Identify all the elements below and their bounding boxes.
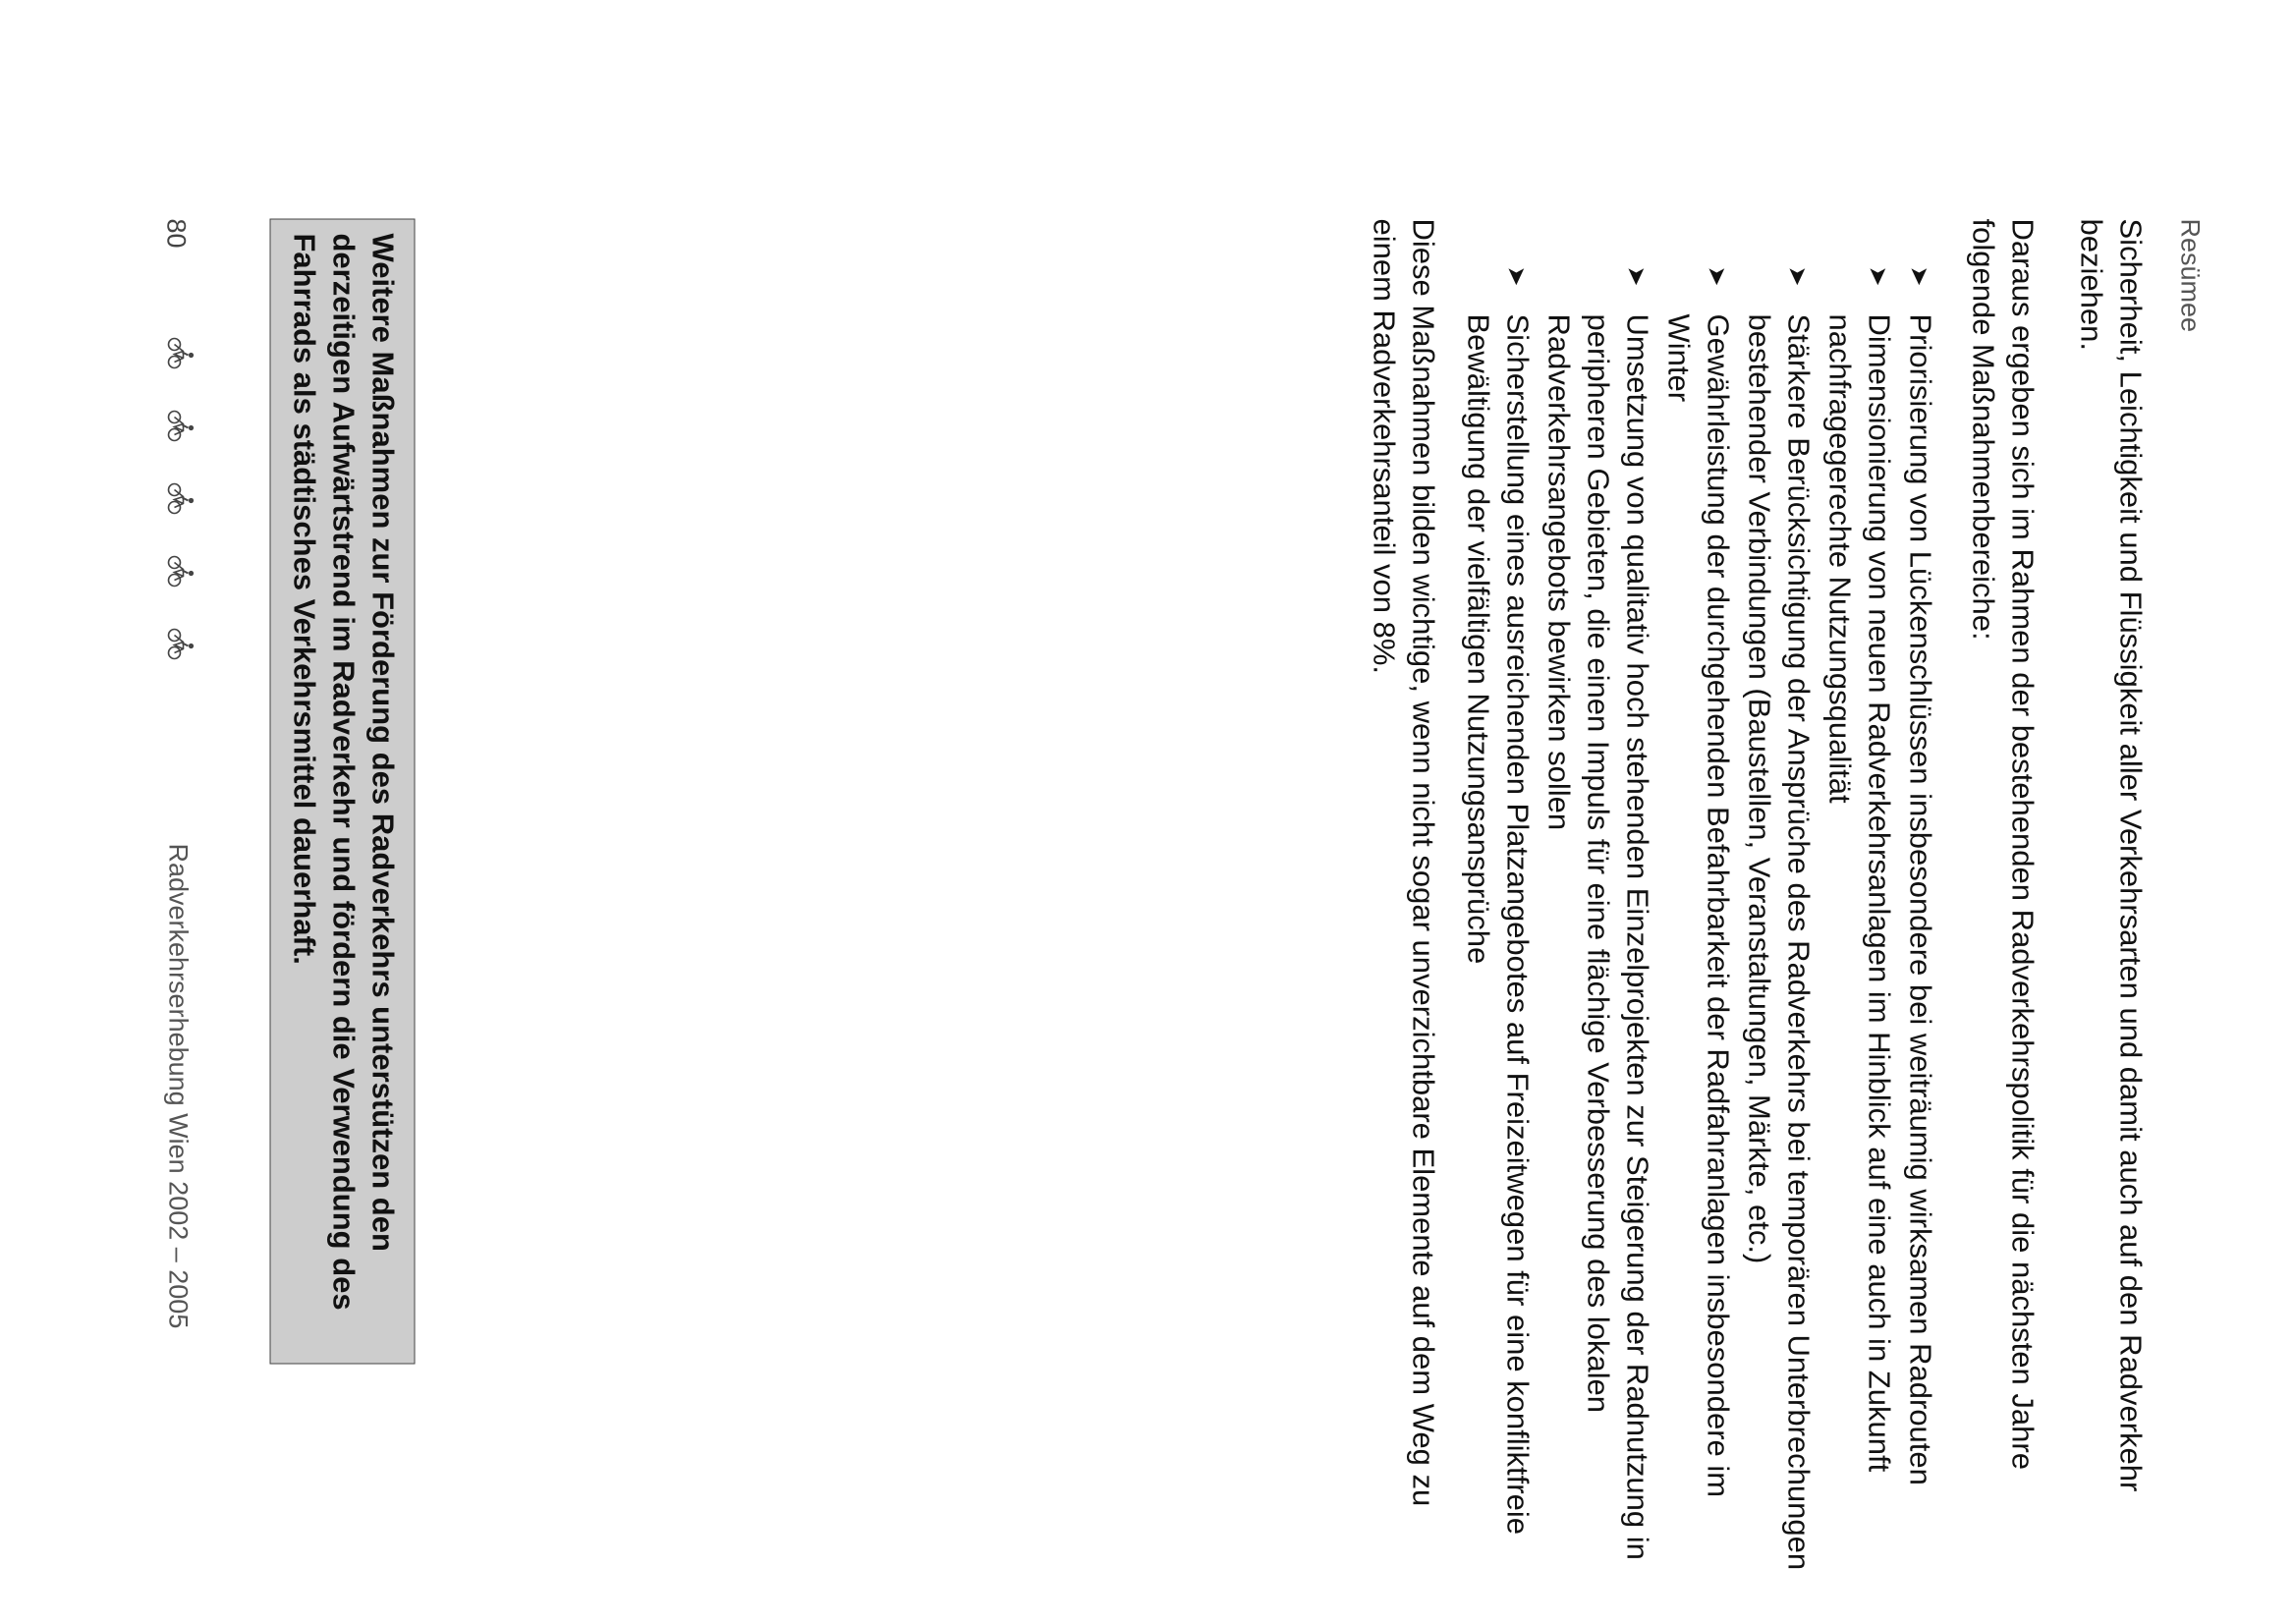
list-item-text: Umsetzung von qualitativ hoch stehenden Einzelprojekten zur Steigerung der Radnutzung in peripheren Gebieten, die einen Impuls für eine flächige Verbesserung des lokalen Radverkehrsangebots bewirken sollen — [1541, 313, 1654, 1560]
footer-cyclist-icons — [165, 336, 195, 660]
arrowhead-bullet-icon: ➤ — [1622, 265, 1651, 286]
list-item — [1658, 218, 1737, 1584]
list-item-text: Sicherstellung eines ausreichenden Platzangebotes auf Freizeitwegen für eine konfliktfreie Bewältigung der vielfältigen Nutzungsansprüche — [1461, 313, 1535, 1535]
list-item-text: Stärkere Berücksichtigung der Ansprüche des Radverkehrs bei temporären Unterbrechungen bestehender Verbindungen (Baustellen, Veranstaltungen, Märkte, etc.) — [1742, 313, 1816, 1570]
lead-paragraph: Daraus ergeben sich im Rahmen der bestehenden Radverkehrspolitik für die nächsten Jahre folgende Maßnahmenbereiche: — [1966, 218, 2040, 1470]
intro-paragraph: Sicherheit, Leichtigkeit und Flüssigkeit aller Verkehrsarten und damit auch auf den Radverkehr beziehen. — [2074, 218, 2148, 1491]
list-item-text: Priorisierung von Lückenschlüssen insbesondere bei weiträumig wirksamen Radrouten — [1903, 313, 1937, 1485]
list-item-text: Dimensionierung von neuen Radverkehrsanlagen im Hinblick auf eine auch in Zukunft nachfragegerechte Nutzungsqualität — [1822, 313, 1896, 1472]
arrowhead-bullet-icon: ➤ — [1905, 265, 1933, 286]
list-item — [1900, 218, 1939, 1584]
list-item — [1539, 218, 1656, 1584]
page-number: 80 — [161, 218, 191, 249]
list-item — [1739, 218, 1818, 1584]
list-item — [1819, 218, 1898, 1584]
arrowhead-bullet-icon: ➤ — [1502, 265, 1531, 286]
list-item — [1458, 218, 1537, 1584]
arrowhead-bullet-icon: ➤ — [1703, 265, 1731, 286]
footer-document-title: Radverkehrserhebung Wien 2002 – 2005 — [163, 843, 193, 1328]
arrowhead-bullet-icon: ➤ — [1783, 265, 1812, 286]
cyclist-icon — [165, 481, 195, 515]
measures-list — [1456, 218, 1939, 1584]
list-item-text: Gewährleistung der durchgehenden Befahrbarkeit der Radfahranlagen insbesondere im Winter — [1661, 313, 1735, 1497]
cyclist-icon — [165, 336, 195, 369]
cyclist-icon — [165, 409, 195, 442]
arrowhead-bullet-icon: ➤ — [1864, 265, 1892, 286]
highlight-box: Weitere Maßnahmen zur Förderung des Radverkehrs unterstützen den derzeitigen Aufwärtstrend im Radverkehr und fördern die Verwendung des Fahrrads als städtisches Verkehrsmittel dauerhaft. — [269, 218, 415, 1364]
section-header: Resümee — [2175, 218, 2205, 332]
cyclist-icon — [165, 554, 195, 588]
cyclist-icon — [165, 627, 195, 660]
conclusion-paragraph: Diese Maßnahmen bilden wichtige, wenn nicht sogar unverzichtbare Elemente auf dem Weg zu einem Radverkehrsanteil von 8%. — [1367, 218, 1440, 1506]
